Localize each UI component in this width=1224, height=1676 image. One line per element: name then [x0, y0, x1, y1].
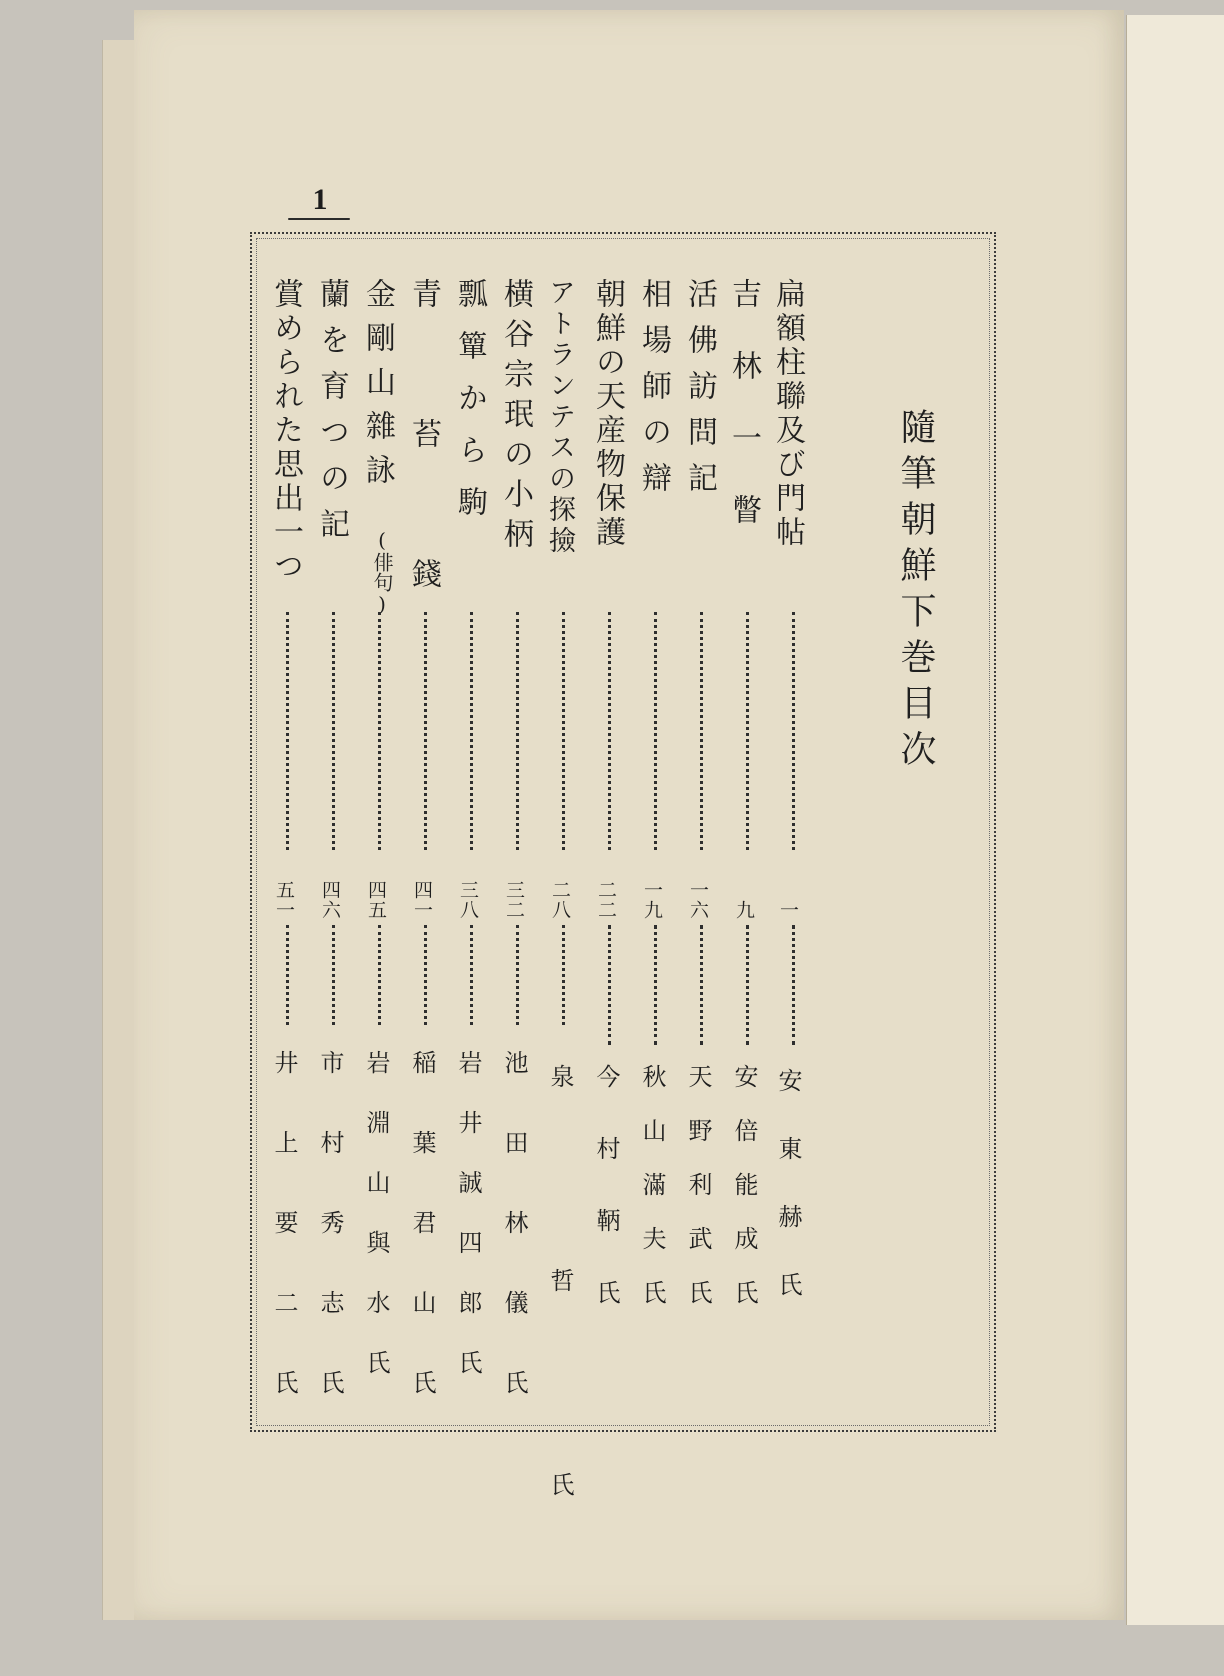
entry-page-number: 一九	[641, 880, 663, 920]
entry-title: 扁額柱聯及び門帖	[770, 278, 805, 550]
entry-page-number: 四一	[411, 880, 433, 920]
entry-author: 安東赫氏	[774, 1068, 802, 1340]
entry-author: 秋山滿夫氏	[638, 1064, 666, 1334]
entry-title: アトランテスの探撿	[544, 278, 575, 557]
entry-author: 安倍能成氏	[730, 1064, 758, 1334]
dot-leader	[424, 925, 427, 1025]
entry-author: 市村秀志氏	[316, 1050, 344, 1450]
entry-page-number: 三二	[503, 880, 525, 920]
entry-page-number: 一	[777, 900, 799, 920]
dot-leader	[286, 612, 289, 850]
dot-leader	[562, 925, 565, 1025]
entry-author: 稲葉君山氏	[408, 1050, 436, 1450]
page-number-underline	[288, 218, 350, 220]
entry-title: 相場師の辯	[636, 278, 671, 508]
entry-author: 井上要二氏	[270, 1050, 298, 1450]
dot-leader	[470, 925, 473, 1025]
entry-title: 蘭を育つの記	[314, 278, 349, 554]
entry-page-number: 四六	[319, 880, 341, 920]
dot-leader	[562, 612, 565, 850]
entry-title: 青苔錢	[406, 278, 441, 698]
dot-leader	[378, 925, 381, 1025]
dot-leader	[470, 612, 473, 850]
facing-page	[1126, 15, 1224, 1625]
dot-leader	[378, 612, 381, 850]
entry-page-number: 一六	[687, 880, 709, 920]
dot-leader	[516, 612, 519, 850]
entry-author: 今村鞆氏	[592, 1064, 620, 1352]
entry-title: 瓢簞から駒	[452, 278, 487, 538]
dot-leader	[424, 612, 427, 850]
dot-leader	[332, 612, 335, 850]
entry-author: 岩淵山與水氏	[362, 1050, 390, 1410]
dot-leader	[654, 925, 657, 1045]
toc-title: 隨筆朝鮮下巻目次	[895, 408, 936, 776]
dot-leader	[516, 925, 519, 1025]
dot-leader	[332, 925, 335, 1025]
dot-leader	[700, 612, 703, 850]
entry-page-number: 四五	[365, 880, 387, 920]
dot-leader	[608, 925, 611, 1045]
entry-title: 吉林一瞥	[726, 278, 761, 566]
entry-page-number: 九	[733, 900, 755, 920]
entry-page-number: 三八	[457, 880, 479, 920]
entry-page-number: 五一	[273, 880, 295, 920]
entry-title: 朝鮮の天産物保護	[590, 278, 625, 550]
dot-leader	[700, 925, 703, 1045]
page-number: 1	[312, 183, 328, 216]
entry-title: 賞められた思出一つ	[268, 278, 303, 584]
entry-author: 泉哲氏	[546, 1064, 574, 1676]
entry-title: 活佛訪問記	[682, 278, 717, 508]
entry-title: 横谷宗珉の小柄	[498, 278, 533, 558]
entry-page-number: 二二	[595, 880, 617, 920]
entry-author: 池田林儀氏	[500, 1050, 528, 1450]
dot-leader	[746, 925, 749, 1045]
entry-title-note: (俳句)	[370, 528, 394, 616]
dot-leader	[792, 925, 795, 1045]
entry-page-number: 二八	[549, 880, 571, 920]
entry-author: 天野利武氏	[684, 1064, 712, 1334]
dot-leader	[792, 612, 795, 850]
dot-leader	[746, 612, 749, 850]
entry-title: 金剛山雜詠	[360, 278, 395, 498]
dot-leader	[608, 612, 611, 850]
dot-leader	[286, 925, 289, 1025]
entry-author: 岩井誠四郎氏	[454, 1050, 482, 1410]
dot-leader	[654, 612, 657, 850]
